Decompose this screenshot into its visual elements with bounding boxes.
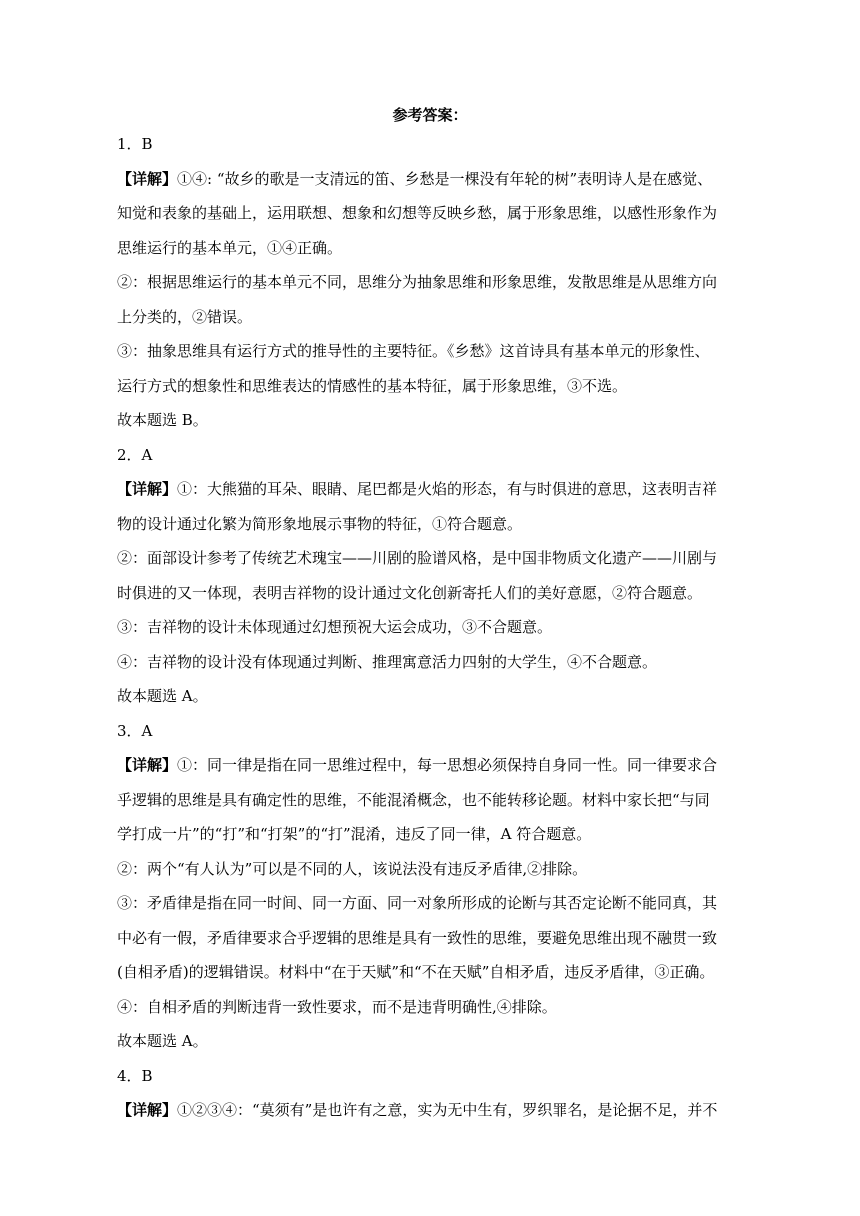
explanation-line [117, 927, 747, 962]
explanation-text: 时俱进的又一体现，表明吉祥物的设计通过文化创新寄托人们的美好意愿，②符合题意。 [117, 583, 703, 602]
explanation-text: 运行方式的想象性和思维表达的情感性的基本特征，属于形象思维，③不选。 [117, 376, 628, 395]
answer-number: 2．A [117, 445, 153, 464]
explanation-tag: 【详解】 [117, 480, 178, 498]
explanation-line [117, 1099, 747, 1134]
explanation-text: 知觉和表象的基础上，运用联想、想象和幻想等反映乡愁，属于形象思维，以感性形象作为 [117, 204, 718, 222]
explanation-line [117, 409, 747, 444]
explanation-text: ①④: “故乡的歌是一支清远的笛、乡愁是一棵没有年轮的树”表明诗人是在感觉、 [177, 169, 713, 188]
explanation-text: ①：同一律是指在同一思维过程中，每一思想必须保持自身同一性。同一律要求合 [177, 756, 718, 774]
answer-number: 3．A [117, 721, 153, 740]
page-title: 参考答案： [392, 106, 468, 124]
explanation-text: ③：抽象思维具有运行方式的推导性的主要特征。《乡愁》这首诗具有基本单元的形象性、 [117, 342, 710, 360]
explanation-text: 思维运行的基本单元，①④正确。 [117, 238, 343, 257]
answer-number: 4．B [117, 1066, 153, 1085]
explanation-text: ②：根据思维运行的基本单元不同，思维分为抽象思维和形象思维，发散思维是从思维方向 [117, 273, 718, 291]
explanation-text: ①②③④：“莫须有”是也许有之意，实为无中生有，罗织罪名，是论据不足，并不 [177, 1101, 718, 1119]
explanation-line [117, 202, 747, 237]
explanation-text: ④：吉祥物的设计没有体现通过判断、推理寓意活力四射的大学生，④不合题意。 [117, 652, 658, 671]
explanation-line [117, 1030, 747, 1065]
explanation-text: (自相矛盾)的逻辑错误。材料中“在于天赋”和“不在天赋”自相矛盾，违反矛盾律，③正确。 [117, 963, 715, 981]
explanation-text: 故本题选 A。 [117, 687, 208, 705]
explanation-text: ③：矛盾律是指在同一时间、同一方面、同一对象所形成的论断与其否定论断不能同真，其 [117, 894, 718, 912]
explanation-line [117, 513, 747, 548]
explanation-text: ④：自相矛盾的判断违背一致性要求，而不是违背明确性,④排除。 [117, 997, 557, 1016]
explanation-text: 物的设计通过化繁为简形象地展示事物的特征，①符合题意。 [117, 514, 523, 533]
explanation-line [117, 375, 747, 410]
explanation-text: 学打成一片”的“打”和“打架”的“打”混淆，违反了同一律，A 符合题意。 [117, 825, 592, 843]
explanation-line [117, 547, 747, 582]
explanation-text: 乎逻辑的思维是具有确定性的思维，不能混淆概念，也不能转移论题。材料中家长把“与同 [117, 790, 710, 809]
explanation-line [117, 651, 747, 686]
explanation-text: 故本题选 B。 [117, 411, 208, 429]
explanation-line [117, 685, 747, 720]
explanation-line [117, 858, 747, 893]
explanation-line [117, 789, 747, 824]
explanation-tag: 【详解】 [117, 756, 178, 774]
explanation-line [117, 754, 747, 789]
explanation-line [117, 582, 747, 617]
explanation-line [117, 616, 747, 651]
explanation-text: ②：面部设计参考了传统艺术瑰宝——川剧的脸谱风格，是中国非物质文化遗产——川剧与 [117, 549, 718, 567]
explanation-line [117, 478, 747, 513]
explanation-text: 上分类的，②错误。 [117, 307, 253, 326]
explanation-tag: 【详解】 [117, 1101, 178, 1119]
explanation-text: ②：两个“有人认为”可以是不同的人，该说法没有违反矛盾律,②排除。 [117, 859, 588, 878]
answer-number: 1．B [117, 135, 153, 153]
answer-content [117, 133, 747, 1134]
explanation-text: 中必有一假，矛盾律要求合乎逻辑的思维是具有一致性的思维，要避免思维出现不融贯一致 [117, 928, 718, 947]
explanation-line [117, 237, 747, 272]
explanation-line [117, 892, 747, 927]
explanation-line [117, 961, 747, 996]
explanation-text: ①：大熊猫的耳朵、眼睛、尾巴都是火焰的形态，有与时俱进的意思，这表明吉祥 [177, 480, 718, 498]
explanation-line [117, 271, 747, 306]
explanation-line [117, 340, 747, 375]
explanation-line [117, 823, 747, 858]
explanation-line [117, 996, 747, 1031]
explanation-text: 故本题选 A。 [117, 1032, 208, 1050]
explanation-line [117, 306, 747, 341]
explanation-text: ③：吉祥物的设计未体现通过幻想预祝大运会成功，③不合题意。 [117, 618, 553, 636]
explanation-tag: 【详解】 [117, 169, 178, 188]
explanation-line [117, 168, 747, 203]
